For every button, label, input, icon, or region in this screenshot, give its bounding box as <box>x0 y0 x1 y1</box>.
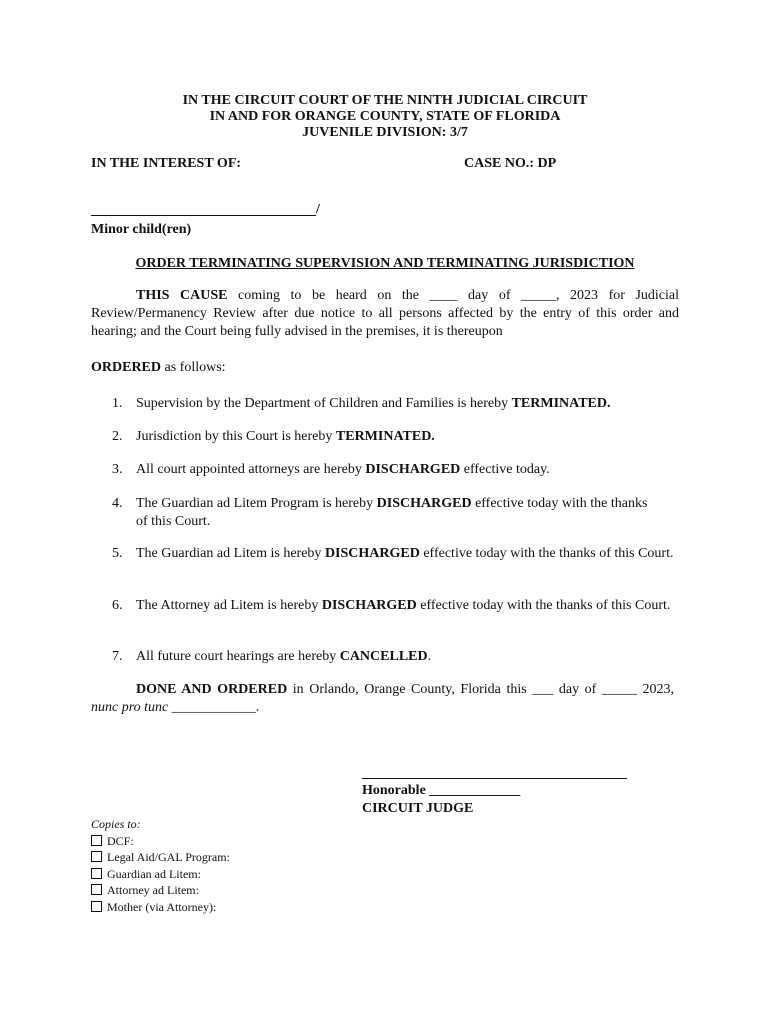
item-number: 2. <box>112 429 123 444</box>
copy-item-mother: Mother (via Attorney): <box>91 899 230 916</box>
copy-item-guardian: Guardian ad Litem: <box>91 866 230 883</box>
copy-item-legal-aid: Legal Aid/GAL Program: <box>91 849 230 866</box>
list-item: All future court hearings are hereby CANCELLED. <box>136 649 432 664</box>
item-number: 1. <box>112 396 123 411</box>
done-lead: DONE AND ORDERED <box>136 682 288 697</box>
list-item: The Guardian ad Litem Program is hereby DISCHARGED effective today with the thanks of this Court. <box>136 496 648 529</box>
item-number: 3. <box>112 462 123 477</box>
done-and-ordered-paragraph: DONE AND ORDERED in Orlando, Orange County, Florida this ___ day of _____ 2023, nunc pro tunc ____________. <box>91 682 674 715</box>
judge-signature-line <box>362 778 627 779</box>
intro-lead: THIS CAUSE <box>136 288 228 303</box>
ordered-lead: ORDERED <box>91 360 162 375</box>
item-number: 4. <box>112 496 123 511</box>
court-header-line-3: JUVENILE DIVISION: 3/7 <box>302 125 468 140</box>
list-item: The Guardian ad Litem is hereby DISCHARGED effective today with the thanks of this Court. <box>136 546 674 561</box>
ordered-text: as follows: <box>161 360 226 375</box>
minor-children-label: Minor child(ren) <box>91 222 192 237</box>
list-item: Supervision by the Department of Children and Families is hereby TERMINATED. <box>136 396 611 411</box>
copies-list <box>91 816 230 915</box>
checkbox-icon[interactable] <box>91 851 102 862</box>
honorable-line: Honorable _____________ <box>362 783 521 798</box>
intro-text: coming to be heard on the ____ day of _____, 2023 for Judicial Review/Permanency Review after due notice to all persons affected by the entry of this order and hearing; and the Court being fully advised in the premises, it is thereupon <box>91 288 679 339</box>
list-item: Jurisdiction by this Court is hereby TERMINATED. <box>136 429 435 444</box>
court-header-line-2: IN AND FOR ORANGE COUNTY, STATE OF FLORIDA <box>209 109 561 124</box>
order-title: ORDER TERMINATING SUPERVISION AND TERMINATING JURISDICTION <box>135 256 635 271</box>
copy-item-attorney: Attorney ad Litem: <box>91 882 230 899</box>
court-header-line-1: IN THE CIRCUIT COURT OF THE NINTH JUDICIAL CIRCUIT <box>182 93 588 108</box>
checkbox-icon[interactable] <box>91 901 102 912</box>
item-number: 5. <box>112 546 123 561</box>
nunc-pro-tunc: nunc pro tunc <box>91 700 169 715</box>
circuit-judge-label: CIRCUIT JUDGE <box>362 801 474 816</box>
list-item: The Attorney ad Litem is hereby DISCHARGED effective today with the thanks of this Court. <box>136 598 671 613</box>
checkbox-icon[interactable] <box>91 868 102 879</box>
checkbox-icon[interactable] <box>91 835 102 846</box>
case-number-label: CASE NO.: DP <box>464 156 557 171</box>
item-number: 7. <box>112 649 123 664</box>
copies-label: Copies to: <box>91 817 141 831</box>
list-item: All court appointed attorneys are hereby DISCHARGED effective today. <box>136 462 550 477</box>
copy-item-dcf: DCF: <box>91 833 230 850</box>
child-name-line <box>91 215 316 216</box>
item-number: 6. <box>112 598 123 613</box>
child-slash: / <box>316 202 320 217</box>
checkbox-icon[interactable] <box>91 884 102 895</box>
intro-paragraph <box>91 287 679 341</box>
interest-label: IN THE INTEREST OF: <box>91 156 242 171</box>
ordered-line <box>91 359 226 377</box>
